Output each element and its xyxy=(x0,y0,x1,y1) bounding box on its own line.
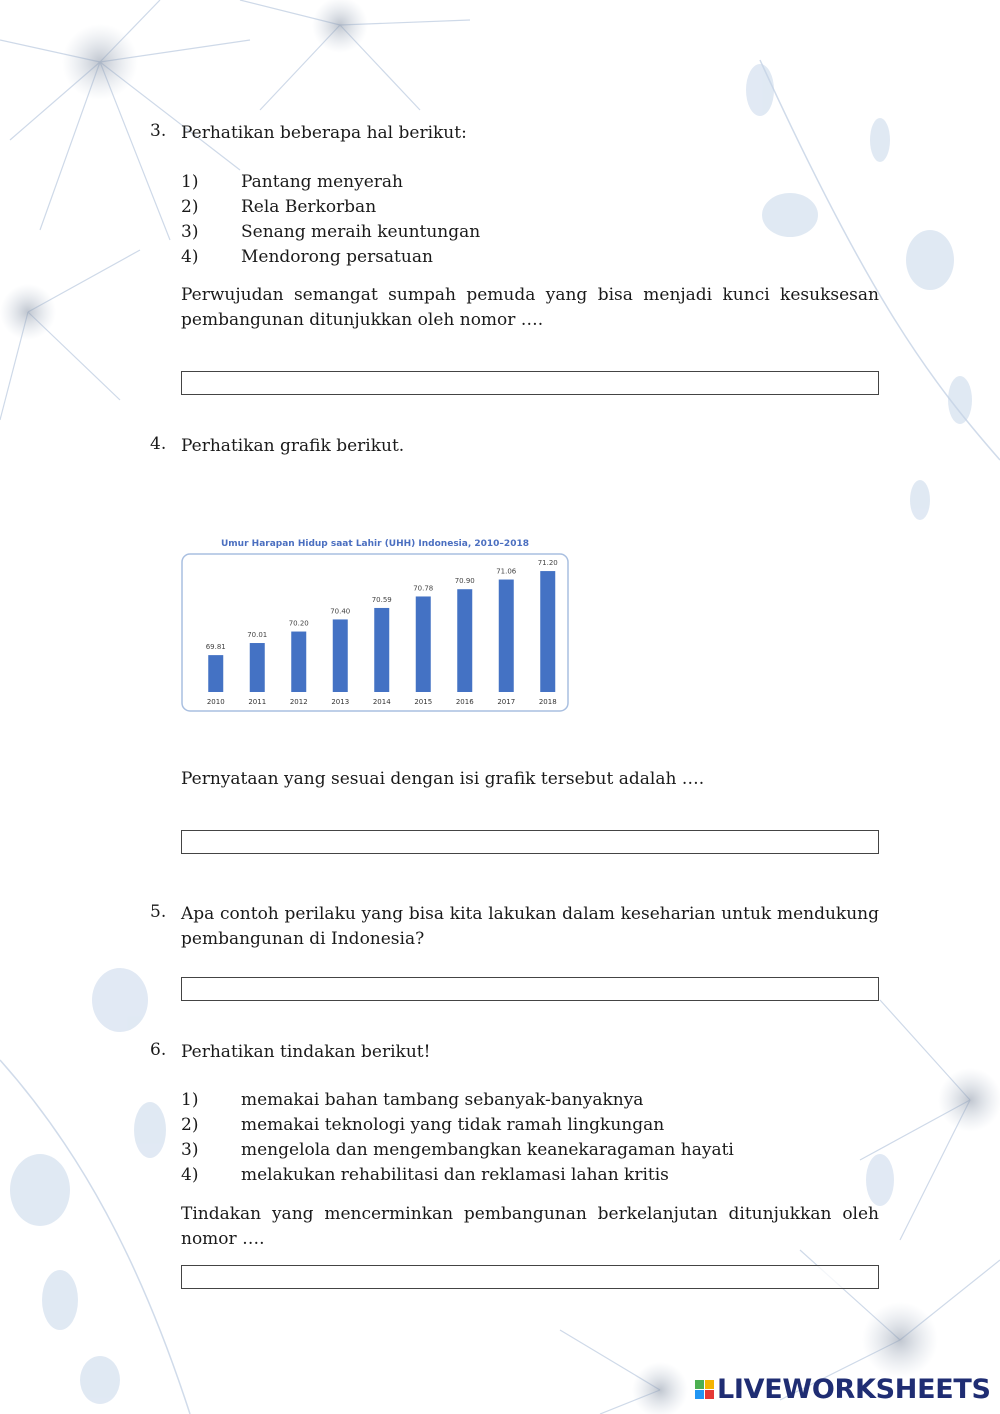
list-item-number: 3) xyxy=(181,1140,199,1160)
chart-bar-2015 xyxy=(416,596,431,692)
chart-bar-2013 xyxy=(333,619,348,692)
question-3-number: 3. xyxy=(150,121,167,141)
bar-value-label: 71.20 xyxy=(537,559,558,568)
list-item-text: memakai teknologi yang tidak ramah lingkungan xyxy=(241,1115,665,1135)
question-6-text: Tindakan yang mencerminkan pembangunan berkelanjutan ditunjukkan oleh nomor …. xyxy=(181,1204,879,1249)
list-item xyxy=(181,170,879,195)
list-item-text: mengelola dan mengembangkan keanekaragaman hayati xyxy=(241,1140,734,1160)
bar-value-label: 70.59 xyxy=(371,595,392,604)
list-item xyxy=(181,1088,879,1113)
list-item-text: memakai bahan tambang sebanyak-banyaknya xyxy=(241,1090,644,1110)
bar-value-label: 70.78 xyxy=(413,584,434,593)
x-tick-label: 2014 xyxy=(372,698,391,706)
list-item-text: Pantang menyerah xyxy=(241,172,403,192)
question-3-answer-input[interactable] xyxy=(181,371,879,395)
chart-bar-2011 xyxy=(250,643,265,692)
bar-value-label: 70.01 xyxy=(247,631,268,640)
brand-name: LIVEWORKSHEETS xyxy=(717,1373,991,1405)
question-5-number: 5. xyxy=(150,902,167,922)
question-6-prompt: Perhatikan tindakan berikut! xyxy=(181,1042,431,1062)
list-item-number: 4) xyxy=(181,1165,199,1185)
logo-square xyxy=(695,1390,704,1399)
list-item xyxy=(181,245,879,270)
x-tick-label: 2012 xyxy=(289,698,308,706)
chart-bar-2018 xyxy=(540,571,555,692)
bar-value-label: 71.06 xyxy=(496,567,517,576)
question-3-text: Perwujudan semangat sumpah pemuda yang bisa menjadi kunci kesuksesan pembangunan ditunjukkan oleh nomor …. xyxy=(181,285,879,330)
x-tick-label: 2017 xyxy=(497,698,516,706)
list-item-number: 2) xyxy=(181,1115,199,1135)
question-5-text: Apa contoh perilaku yang bisa kita lakukan dalam keseharian untuk mendukung pembangunan di Indonesia? xyxy=(181,904,879,949)
bar-value-label: 70.90 xyxy=(454,577,475,586)
list-item xyxy=(181,1138,879,1163)
uhh-bar-chart xyxy=(180,526,572,716)
list-item xyxy=(181,1113,879,1138)
list-item-text: melakukan rehabilitasi dan reklamasi lahan kritis xyxy=(241,1165,669,1185)
chart-bar-2017 xyxy=(499,580,514,692)
question-3-prompt: Perhatikan beberapa hal berikut: xyxy=(181,123,467,143)
question-4-number: 4. xyxy=(150,434,167,454)
chart-bar-2014 xyxy=(374,608,389,692)
question-4-prompt: Perhatikan grafik berikut. xyxy=(181,436,405,456)
list-item-number: 1) xyxy=(181,172,199,192)
chart-bar-2016 xyxy=(457,589,472,692)
list-item-number: 3) xyxy=(181,222,199,242)
question-6-number: 6. xyxy=(150,1040,167,1060)
chart-title: Umur Harapan Hidup saat Lahir (UHH) Indonesia, 2010–2018 xyxy=(221,539,529,549)
logo-square xyxy=(705,1390,714,1399)
question-6-list xyxy=(181,1088,879,1188)
x-tick-label: 2016 xyxy=(455,698,474,706)
list-item-text: Rela Berkorban xyxy=(241,197,377,217)
liveworksheets-logo[interactable] xyxy=(695,1372,991,1406)
list-item-number: 4) xyxy=(181,247,199,267)
x-tick-label: 2013 xyxy=(331,698,350,706)
bar-value-label: 69.81 xyxy=(205,643,226,652)
list-item xyxy=(181,195,879,220)
list-item-text: Senang meraih keuntungan xyxy=(241,222,481,242)
list-item-text: Mendorong persatuan xyxy=(241,247,433,267)
x-tick-label: 2018 xyxy=(538,698,557,706)
x-tick-label: 2011 xyxy=(248,698,267,706)
question-3-list xyxy=(181,170,879,270)
question-4-text: Pernyataan yang sesuai dengan isi grafik tersebut adalah …. xyxy=(181,769,705,789)
list-item xyxy=(181,1163,879,1188)
question-4-answer-input[interactable] xyxy=(181,830,879,854)
question-6-answer-input[interactable] xyxy=(181,1265,879,1289)
x-tick-label: 2015 xyxy=(414,698,433,706)
logo-square xyxy=(705,1380,714,1389)
chart-bar-2012 xyxy=(291,632,306,692)
logo-square xyxy=(695,1380,704,1389)
chart-bar-2010 xyxy=(208,655,223,692)
bar-value-label: 70.40 xyxy=(330,607,351,616)
list-item-number: 2) xyxy=(181,197,199,217)
question-5-answer-input[interactable] xyxy=(181,977,879,1001)
list-item xyxy=(181,220,879,245)
bar-value-label: 70.20 xyxy=(288,619,309,628)
list-item-number: 1) xyxy=(181,1090,199,1110)
logo-mark-icon xyxy=(695,1380,714,1399)
x-tick-label: 2010 xyxy=(206,698,225,706)
